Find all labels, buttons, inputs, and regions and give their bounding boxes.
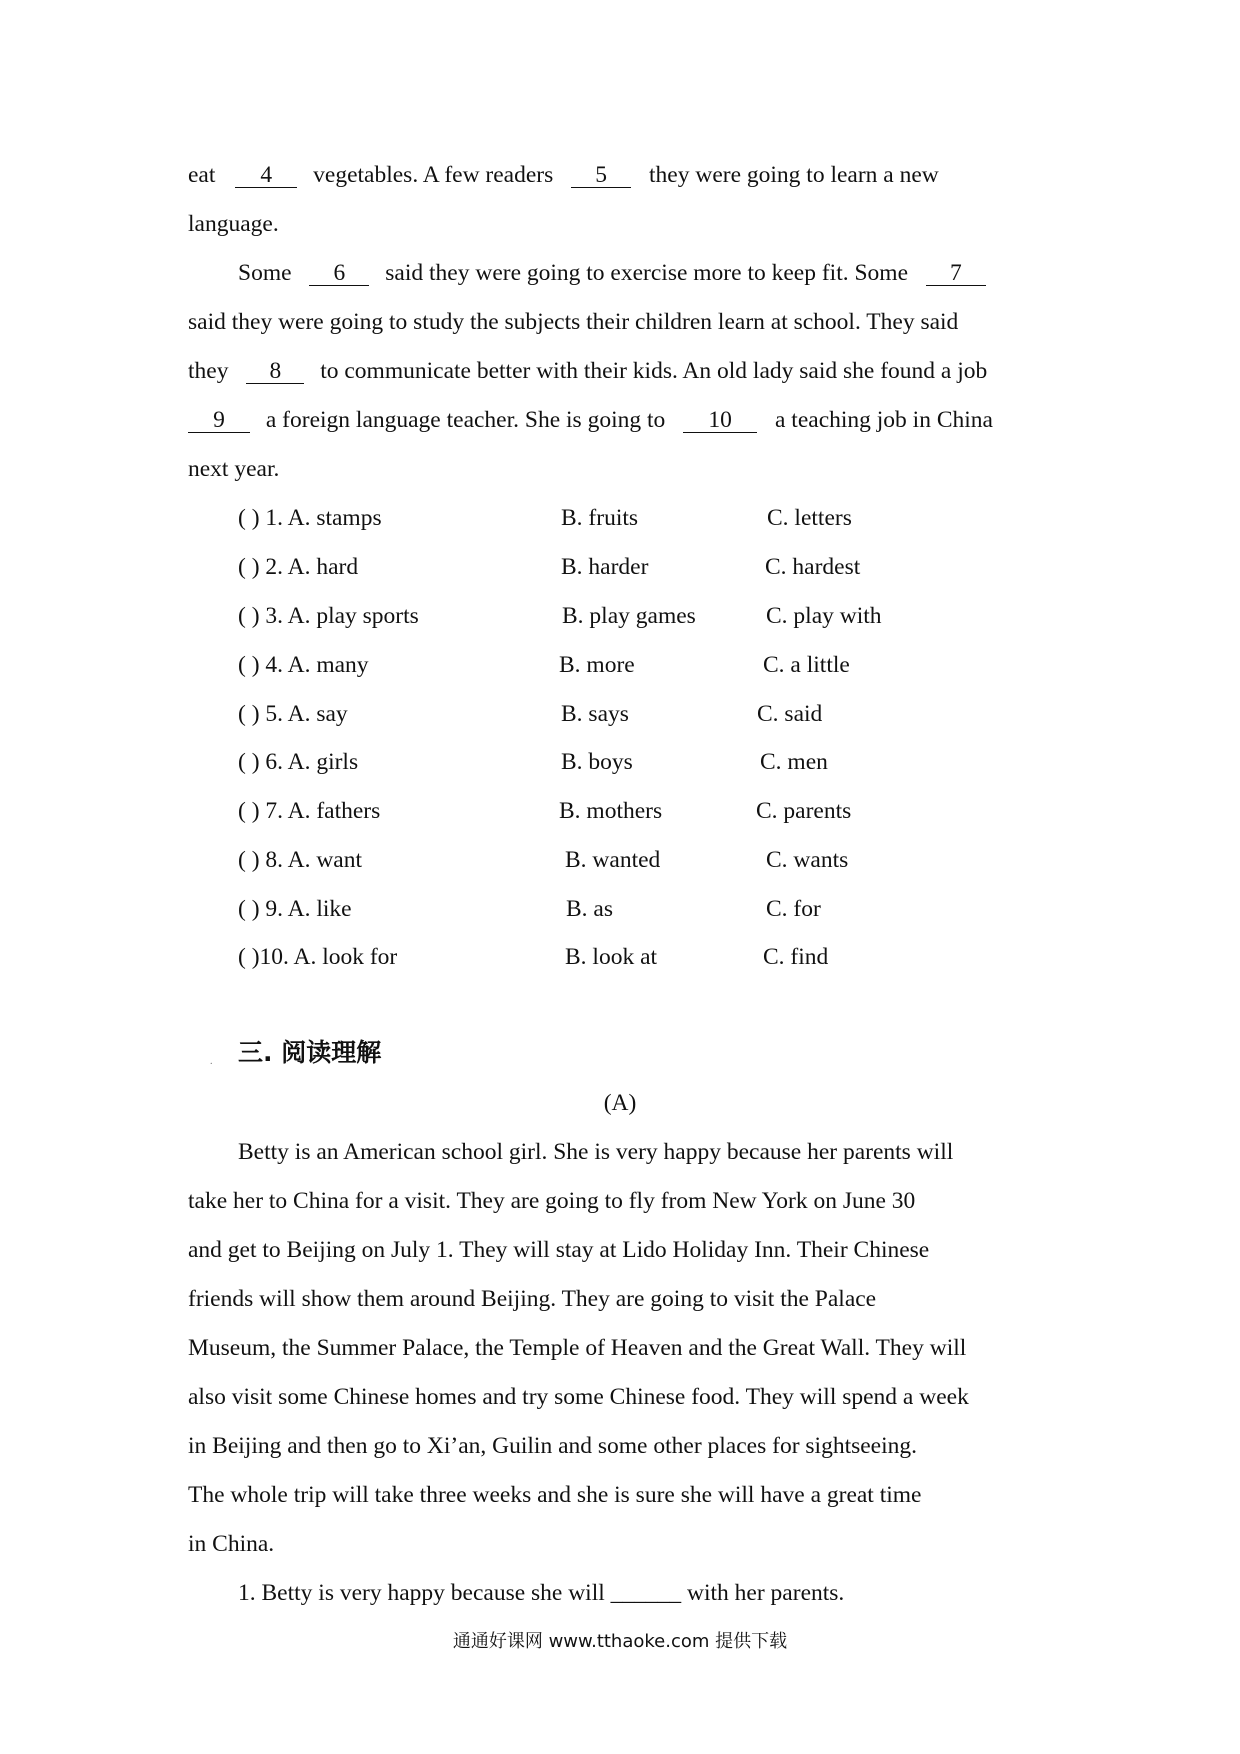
- passage-line: The whole trip will take three weeks and she is sure she will have a great time: [188, 1482, 922, 1508]
- passage-label: (A): [603, 1090, 637, 1116]
- question-10: ( )10. A. look for: [238, 944, 398, 970]
- cloze-line-6: [188, 405, 993, 435]
- text: they were going to learn a new: [649, 162, 939, 188]
- option-b: B. says: [561, 701, 629, 727]
- option-c: C. letters: [767, 505, 852, 531]
- passage-line: in Beijing and then go to Xi’an, Guilin and some other places for sightseeing.: [188, 1433, 918, 1459]
- option-c: C. wants: [766, 847, 849, 873]
- passage-line: also visit some Chinese homes and try some Chinese food. They will spend a week: [188, 1384, 969, 1410]
- question-4: ( ) 4. A. many: [238, 652, 369, 678]
- stray-dot: .: [210, 1056, 213, 1067]
- blank-9: 9: [188, 408, 250, 433]
- blank-8: 8: [246, 359, 304, 384]
- passage-line: Betty is an American school girl. She is very happy because her parents will: [238, 1139, 954, 1165]
- question-3: ( ) 3. A. play sports: [238, 603, 419, 629]
- question-8: ( ) 8. A. want: [238, 847, 363, 873]
- option-b: B. look at: [565, 944, 658, 970]
- option-c: C. play with: [766, 603, 882, 629]
- blank-5: 5: [571, 163, 631, 188]
- passage-line: friends will show them around Beijing. They are going to visit the Palace: [188, 1286, 877, 1312]
- cloze-line-4: said they were going to study the subjects their children learn at school. They said: [188, 309, 959, 335]
- passage-line: in China.: [188, 1531, 275, 1557]
- option-b: B. play games: [562, 603, 696, 629]
- cloze-line-1: [188, 160, 939, 190]
- passage-line: Museum, the Summer Palace, the Temple of Heaven and the Great Wall. They will: [188, 1335, 967, 1361]
- option-c: C. a little: [763, 652, 850, 678]
- blank-4: 4: [235, 163, 297, 188]
- option-b: B. harder: [561, 554, 649, 580]
- blank-6: 6: [309, 261, 369, 286]
- cloze-line-5: [188, 356, 987, 386]
- text: a teaching job in China: [775, 407, 993, 433]
- section-heading: 三. 阅读理解: [238, 1038, 382, 1067]
- reading-question-1: 1. Betty is very happy because she will ______ with her parents.: [238, 1580, 845, 1606]
- text: vegetables. A few readers: [313, 162, 554, 188]
- option-c: C. find: [763, 944, 829, 970]
- question-6: ( ) 6. A. girls: [238, 749, 359, 775]
- option-c: C. said: [757, 701, 823, 727]
- blank-7: 7: [926, 261, 986, 286]
- question-1: ( ) 1. A. stamps: [238, 505, 382, 531]
- option-b: B. mothers: [559, 798, 663, 824]
- question-7: ( ) 7. A. fathers: [238, 798, 381, 824]
- option-b: B. more: [559, 652, 635, 678]
- blank-10: 10: [683, 408, 757, 433]
- option-b: B. wanted: [565, 847, 661, 873]
- text: eat: [188, 162, 216, 188]
- passage-line: and get to Beijing on July 1. They will stay at Lido Holiday Inn. Their Chinese: [188, 1237, 930, 1263]
- text: said they were going to exercise more to keep fit. Some: [385, 260, 908, 286]
- cloze-line-2: language.: [188, 211, 279, 237]
- cloze-line-7: next year.: [188, 456, 280, 482]
- question-5: ( ) 5. A. say: [238, 701, 348, 727]
- option-b: B. fruits: [561, 505, 639, 531]
- text: they: [188, 358, 229, 384]
- text: to communicate better with their kids. An old lady said she found a job: [320, 358, 988, 384]
- option-c: C. hardest: [765, 554, 861, 580]
- cloze-line-3: [238, 258, 986, 288]
- question-9: ( ) 9. A. like: [238, 896, 352, 922]
- option-c: C. parents: [756, 798, 852, 824]
- option-b: B. as: [566, 896, 613, 922]
- option-c: C. men: [760, 749, 828, 775]
- question-2: ( ) 2. A. hard: [238, 554, 359, 580]
- option-c: C. for: [766, 896, 821, 922]
- option-b: B. boys: [561, 749, 633, 775]
- footer-watermark: 通通好课网 www.tthaoke.com 提供下载: [452, 1631, 788, 1652]
- passage-line: take her to China for a visit. They are going to fly from New York on June 30: [188, 1188, 916, 1214]
- text: a foreign language teacher. She is going to: [265, 407, 666, 433]
- text: Some: [238, 260, 292, 286]
